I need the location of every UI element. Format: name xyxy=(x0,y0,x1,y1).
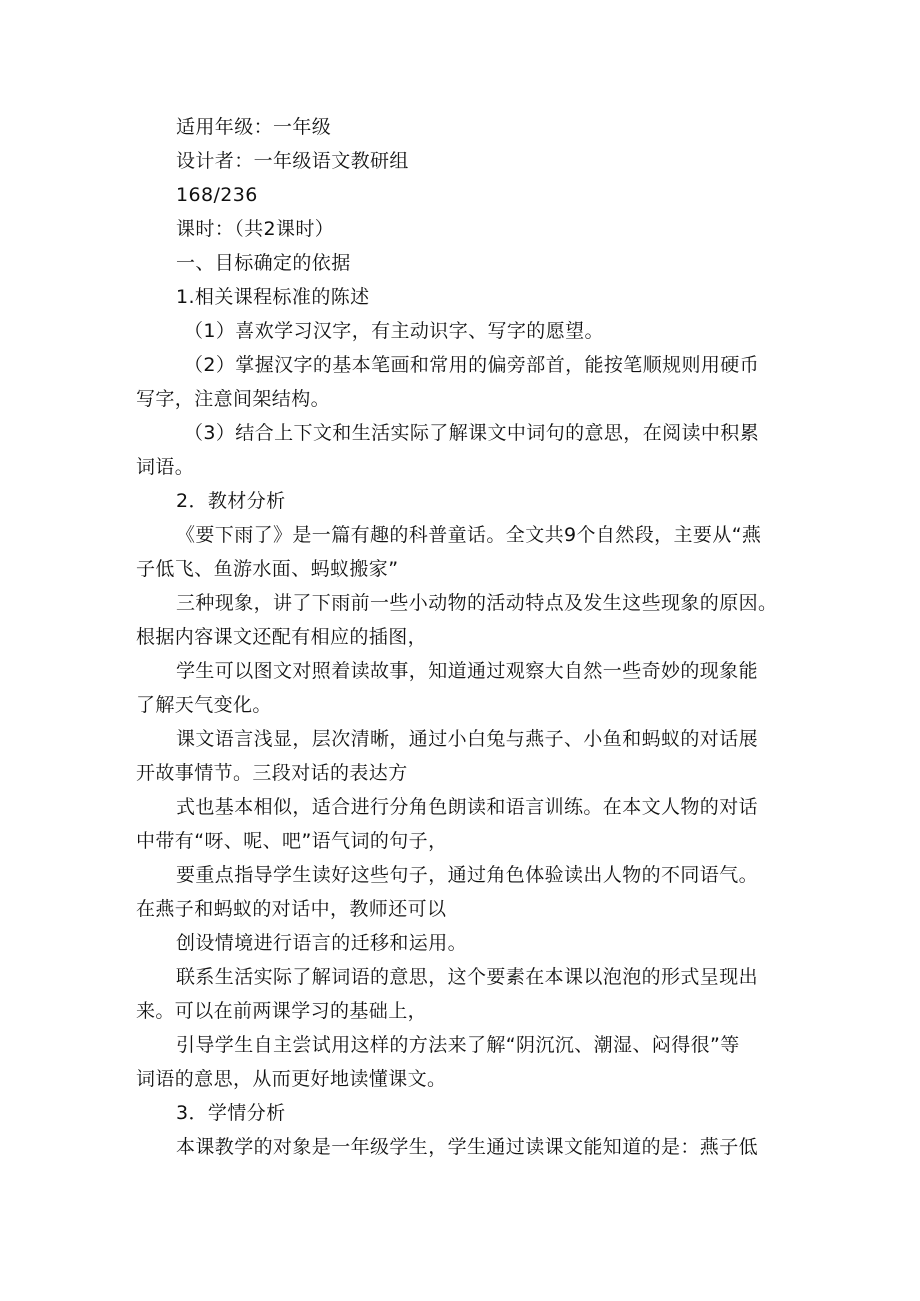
standard-item-1: （1）喜欢学习汉字，有主动识字、写字的愿望。 xyxy=(184,320,604,342)
analysis-line: 式也基本相似，适合进行分角色朗读和语言训练。在本文人物的对话 xyxy=(176,796,759,818)
analysis-line: 三种现象，讲了下雨前一些小动物的活动特点及发生这些现象的原因。 xyxy=(176,592,778,614)
section3-heading: 3．学情分析 xyxy=(176,1102,286,1124)
analysis-line: 子低飞、鱼游水面、蚂蚁搬家” xyxy=(136,558,399,580)
analysis-line: 在燕子和蚂蚁的对话中，教师还可以 xyxy=(136,898,447,920)
student-analysis-line: 本课教学的对象是一年级学生，学生通过读课文能知道的是：燕子低 xyxy=(176,1136,759,1158)
grade-line: 适用年级：一年级 xyxy=(176,116,332,138)
analysis-line: 引导学生自主尝试用这样的方法来了解“阴沉沉、潮湿、闷得很”等 xyxy=(176,1034,740,1056)
page-number: 168/236 xyxy=(176,184,258,206)
analysis-line: 根据内容课文还配有相应的插图， xyxy=(136,626,428,648)
analysis-line: 来。可以在前两课学习的基础上， xyxy=(136,1000,428,1022)
section1-heading: 一、目标确定的依据 xyxy=(176,252,351,274)
standard-item-2-line-2: 写字，注意间架结构。 xyxy=(136,388,331,410)
designer-line: 设计者：一年级语文教研组 xyxy=(176,150,409,172)
standard-item-3-line-1: （3）结合上下文和生活实际了解课文中词句的意思，在阅读中积累 xyxy=(184,422,760,444)
analysis-line: 要重点指导学生读好这些句子，通过角色体验读出人物的不同语气。 xyxy=(176,864,759,886)
lesson-hours-line: 课时：（共2课时） xyxy=(176,218,335,240)
analysis-line: 开故事情节。三段对话的表达方 xyxy=(136,762,408,784)
standard-item-3-line-2: 词语。 xyxy=(136,456,195,478)
section1-sub-heading: 1.相关课程标准的陈述 xyxy=(176,286,370,308)
standard-item-2-line-1: （2）掌握汉字的基本笔画和常用的偏旁部首，能按笔顺规则用硬币 xyxy=(184,354,760,376)
analysis-line: 创设情境进行语言的迁移和运用。 xyxy=(176,932,468,954)
analysis-line: 中带有“呀、呢、吧”语气词的句子， xyxy=(136,830,448,852)
analysis-line: 学生可以图文对照着读故事，知道通过观察大自然一些奇妙的现象能 xyxy=(176,660,759,682)
analysis-line: 《要下雨了》是一篇有趣的科普童话。全文共9个自然段，主要从“燕 xyxy=(176,524,762,546)
analysis-line: 了解天气变化。 xyxy=(136,694,272,716)
section2-heading: 2．教材分析 xyxy=(176,490,286,512)
analysis-line: 课文语言浅显，层次清晰，通过小白兔与燕子、小鱼和蚂蚁的对话展 xyxy=(176,728,759,750)
analysis-line: 词语的意思，从而更好地读懂课文。 xyxy=(136,1068,447,1090)
analysis-line: 联系生活实际了解词语的意思，这个要素在本课以泡泡的形式呈现出 xyxy=(176,966,759,988)
